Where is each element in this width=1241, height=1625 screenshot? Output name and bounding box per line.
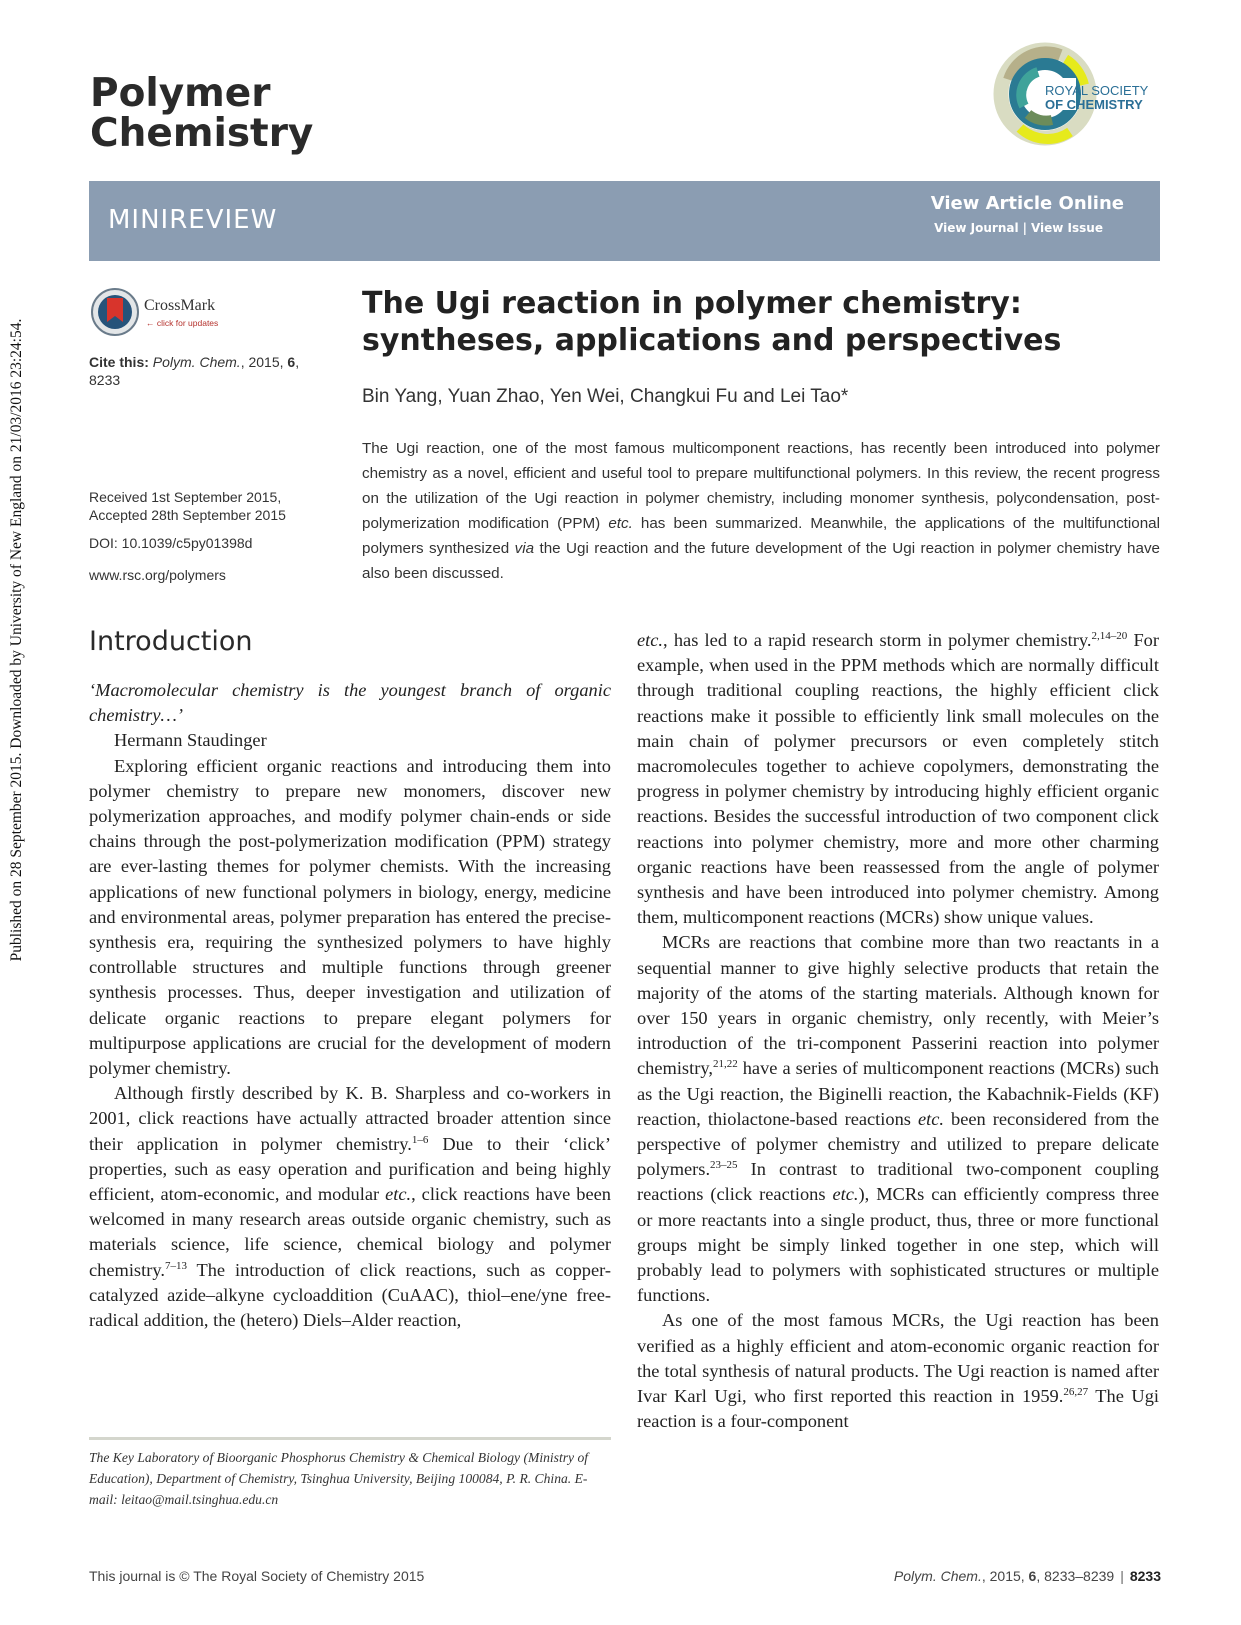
footer-pages: , 8233–8239	[1036, 1568, 1115, 1584]
footnote-divider	[89, 1437, 611, 1440]
body-column-right	[637, 628, 1159, 1435]
section-heading-introduction: Introduction	[89, 626, 253, 657]
author-affiliation: The Key Laboratory of Bioorganic Phosphorus Chemistry & Chemical Biology (Ministry of Education), Department of Chemistry, Tsinghua University, Beijing 100084, P. R. China. E-mail: leitao@mail.tsinghua.edu.cn	[89, 1450, 589, 1507]
epigraph-quote: ‘Macromolecular chemistry is the youngest branch of organic chemistry…’	[89, 680, 611, 726]
abstract-part2: has been summarized. Meanwhile, the applications of the multifunctional polymers synthesized	[362, 515, 1160, 557]
crossmark-icon	[90, 287, 140, 337]
citation-journal: Polym. Chem.	[152, 354, 241, 370]
article-title: The Ugi reaction in polymer chemistry: syntheses, applications and perspectives	[362, 286, 1062, 358]
footer-journal: Polym. Chem.	[893, 1568, 982, 1584]
journal-title	[90, 71, 314, 156]
paragraph: MCRs are reactions that combine more than two reactants in a sequential manner to give highly selective products that retain the majority of the atoms of the starting materials. Although known for over 150 years in organic chemistry, only recently, with Meier’s introduction of the tri-component Passerini reaction into polymer chemistry,$^{21,22}$ have a series of multicomponent reactions (MCRs) such as the Ugi reaction, the Biginelli reaction, the Kabachnik-Fields (KF) reaction, thiolactone-based reactions etc. been reconsidered from the perspective of polymer chemistry and utilized to prepare delicate polymers.$^{23-25}$ In contrast to traditional two-component coupling reactions (click reactions etc.), MCRs can efficiently compress three or more reactants into a single product, thus, three or more functional groups might be simply linked together in one step, which will probably lead to polymers with sophisticated structures or multiple functions.	[637, 932, 1160, 1306]
article-dates	[89, 488, 329, 524]
abstract-part1: The Ugi reaction, one of the most famous multicomponent reactions, has recently been introduced into polymer chemistry as a novel, efficient and useful tool to prepare multifunctional polymers. In this review, the recent progress on the utilization of the Ugi reaction in polymer chemistry, including monomer synthesis, polycondensation, post-polymerization modification (PPM)	[362, 440, 1160, 532]
page-number: 8233	[1129, 1568, 1161, 1584]
doi[interactable]: DOI: 10.1039/c5py01398d	[89, 535, 253, 551]
paragraph: Exploring efficient organic reactions and introducing them into polymer chemistry to prepare new monomers, discover new polymerization approaches, and modify polymer chain-ends or side chains through the post-polymerization modification (PPM) strategy are ever-lasting themes for polymer chemists. With the increasing applications of new functional polymers in biology, energy, medicine and environmental areas, polymer preparation has entered the precise-synthesis era, requiring the synthesized polymers to have highly controllable structures and multiple functions through greener synthesis processes. Thus, deeper investigation and utilization of delicate organic reactions to prepare elegant polymers for multipurpose applications are crucial for the development of modern polymer chemistry.	[89, 755, 611, 1079]
paragraph: Although firstly described by K. B. Sharpless and co-workers in 2001, click reactions have actually attracted broader attention since their application in polymer chemistry.$^{1-6}$ Due to their ‘click’ properties, such as easy operation and purification and being highly efficient, atom-economic, and modular etc., click reactions have been welcomed in many research areas outside organic chemistry, such as materials science, life science, chemical biology and polymer chemistry.$^{7-13}$ The introduction of click reactions, such as copper-catalyzed azide–alkyne cycloaddition (CuAAC), thiol–ene/yne free-radical addition, the (hetero) Diels–Alder reaction,	[89, 1083, 611, 1331]
view-journal-link[interactable]: View Journal	[934, 221, 1019, 235]
rsc-logo-line2: OF CHEMISTRY	[1045, 97, 1143, 112]
footer-citation	[894, 1568, 1161, 1584]
footer-volume: 6	[1028, 1568, 1037, 1584]
crossmark-name: CrossMark	[144, 297, 216, 314]
citation-label: Cite this:	[89, 354, 149, 370]
side-note-text: Published on 28 September 2015. Downloaded by University of New England on 21/03/2016 23:24:54.	[8, 318, 25, 962]
abstract-part3: the Ugi reaction and the future development of the Ugi reaction in polymer chemistry have also been discussed.	[362, 540, 1160, 582]
citation-comma: ,	[295, 354, 300, 370]
footer-separator: |	[1120, 1568, 1124, 1584]
article-type-label: MINIREVIEW	[108, 205, 278, 235]
citation-page: 8233	[89, 372, 121, 388]
citation-ref[interactable]: 23–25	[710, 1159, 738, 1172]
body-column-left	[89, 678, 611, 1333]
abstract-via: via	[514, 540, 535, 557]
footer-copyright: This journal is © The Royal Society of Chemistry 2015	[89, 1568, 425, 1584]
citation-ref[interactable]: 21,22	[712, 1058, 738, 1071]
paragraph-continued: etc., has led to a rapid research storm in polymer chemistry.$^{2,14-20}$ For example, when used in the PPM methods which are normally difficult through traditional coupling reactions, the highly efficient click reactions make it possible to efficiently link small molecules on the main chain of polymer precursors or even completely stitch macromolecules together to achieve copolymers, demonstrating the progress in polymer chemistry by introducing highly efficient organic reactions. Besides the successful introduction of two component click reactions into polymer chemistry, more and more other charming organic reactions have been reassessed from the angle of polymer synthesis and have been introduced into polymer chemistry. Among them, multicomponent reactions (MCRs) show unique values.	[637, 629, 1159, 928]
citation-year: , 2015,	[240, 354, 288, 370]
rsc-logo-line1: ROYAL SOCIETY	[1045, 83, 1149, 98]
view-links-separator: |	[1022, 221, 1027, 235]
journal-title-line2: Chemistry	[90, 111, 314, 156]
citation-volume: 6	[287, 354, 296, 370]
paragraph: As one of the most famous MCRs, the Ugi reaction has been verified as a highly efficient and atom-economic organic reaction for the total synthesis of natural products. The Ugi reaction is named after Ivar Karl Ugi, who first reported this reaction in 1959.$^{26,27}$ The Ugi reaction is a four-component	[637, 1310, 1159, 1432]
abstract-etc: etc.	[608, 515, 633, 532]
article-authors: Bin Yang, Yuan Zhao, Yen Wei, Changkui Fu and Lei Tao*	[362, 386, 849, 407]
citation-ref[interactable]: 1–6	[411, 1133, 429, 1146]
received-date: Received 1st September 2015,	[89, 489, 282, 505]
rsc-logo-text	[1045, 84, 1148, 112]
view-article-online-link[interactable]: View Article Online	[930, 193, 1124, 214]
crossmark-subtitle: ← click for updates	[146, 318, 219, 328]
epigraph-author: Hermann Staudinger	[114, 730, 267, 751]
citation-ref[interactable]: 7–13	[164, 1259, 187, 1272]
crossmark-button[interactable]	[90, 287, 240, 339]
citation-ref[interactable]: 2,14–20	[1091, 629, 1128, 642]
accepted-date: Accepted 28th September 2015	[89, 507, 286, 523]
download-side-note	[2, 290, 32, 990]
view-links	[934, 221, 1103, 235]
footer-year: , 2015,	[981, 1568, 1029, 1584]
journal-website-link[interactable]: www.rsc.org/polymers	[89, 567, 226, 583]
view-issue-link[interactable]: View Issue	[1030, 221, 1103, 235]
article-type-banner	[89, 181, 1160, 261]
citation	[89, 353, 319, 389]
journal-title-line1: Polymer	[90, 71, 271, 116]
citation-ref[interactable]: 26,27	[1063, 1385, 1089, 1398]
abstract	[362, 436, 1160, 586]
